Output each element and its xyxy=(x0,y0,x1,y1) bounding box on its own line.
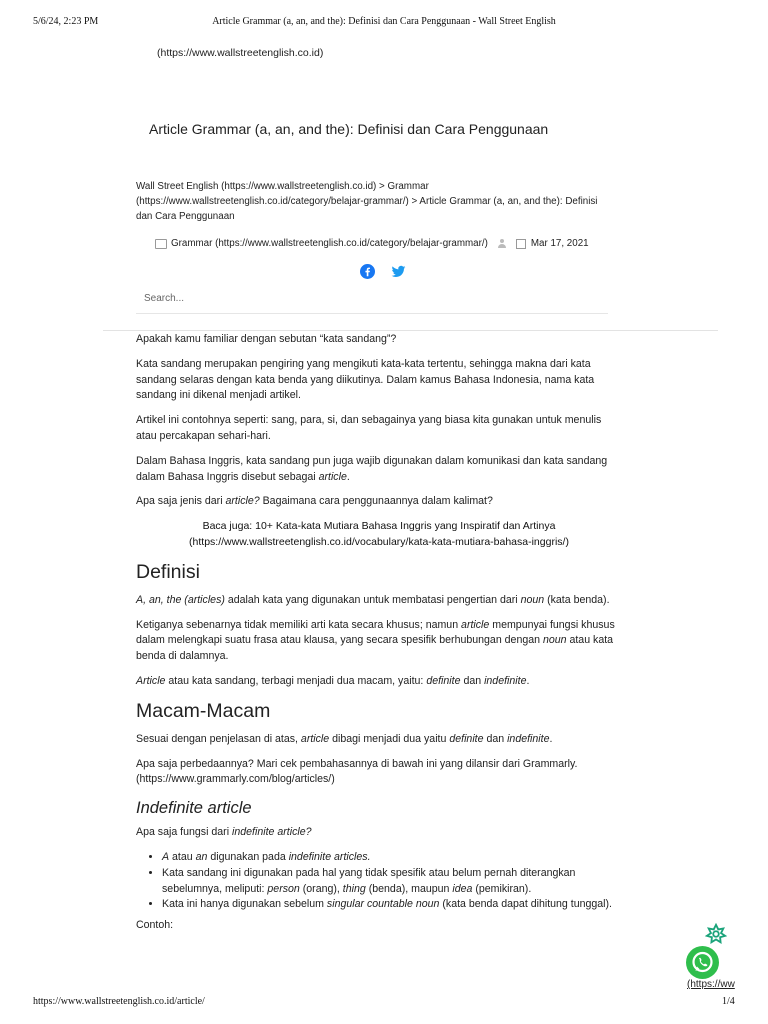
print-header xyxy=(0,16,768,30)
page-title: Article Grammar (a, an, and the): Definisi dan Cara Penggunaan xyxy=(149,121,549,137)
social-share xyxy=(360,264,406,279)
paragraph: Apakah kamu familiar dengan sebutan “kata sandang”? xyxy=(136,333,397,345)
chat-widget-icon[interactable] xyxy=(705,923,727,945)
site-logo-link[interactable]: (https://www.wallstreetenglish.co.id) xyxy=(157,47,324,59)
paragraph: Dalam Bahasa Inggris, kata sandang pun juga wajib digunakan dalam komunikasi dan kata sandang dalam Bahasa Inggris disebut sebagai article. xyxy=(136,454,608,483)
search-input[interactable]: Search... xyxy=(144,293,185,304)
print-footer-url: https://www.wallstreetenglish.co.id/article/ xyxy=(33,996,205,1007)
article-body xyxy=(136,332,622,943)
paragraph: Artikel ini contohnya seperti: sang, para, si, dan sebagainya yang biasa kita gunakan untuk menulis atau percakapan sehari-hari. xyxy=(136,414,602,442)
paragraph: Contoh: xyxy=(136,919,174,932)
paragraph: Apa saja fungsi dari indefinite article? xyxy=(136,826,312,839)
paragraph: Apa saja jenis dari article? Bagaimana cara penggunaannya dalam kalimat? xyxy=(136,495,493,508)
heading-indefinite: Indefinite article xyxy=(136,799,252,818)
whatsapp-link[interactable]: (https://ww xyxy=(687,979,735,990)
print-doc-title: Article Grammar (a, an, and the): Definisi dan Cara Penggunaan - Wall Street English xyxy=(212,16,556,27)
list-item: • Kata sandang ini digunakan pada hal yang tidak spesifik atau belum pernah diterangkan sebelumnya, meliputi: person (orang), thing (benda), maupun idea (pemikiran). xyxy=(162,866,622,898)
paragraph: Ketiganya sebenarnya tidak memiliki arti kata secara khusus; namun article mempunyai fungsi khusus dalam melengkapi suatu frasa atau klausa, yang secara spesifik berhubungan dengan noun atau kata benda di dalamnya. xyxy=(136,618,615,663)
list-item: • Kata ini hanya digunakan sebelum singular countable noun (kata benda dapat dihitung tunggal). xyxy=(162,897,622,913)
list-item: • A atau an digunakan pada indefinite articles. xyxy=(162,850,622,866)
paragraph: Article atau kata sandang, terbagi menjadi dua macam, yaitu: definite dan indefinite. xyxy=(136,674,530,687)
post-date: Mar 17, 2021 xyxy=(530,238,589,249)
grammarly-link[interactable]: Apa saja perbedaannya? Mari cek pembahasannya di bawah ini yang dilansir dari Grammarly. (https://www.grammarly.com/blog/articles/) xyxy=(136,757,578,786)
whatsapp-button[interactable] xyxy=(686,946,719,979)
divider xyxy=(103,330,718,331)
folder-icon xyxy=(155,239,167,249)
search-underline xyxy=(136,313,608,314)
bullet-list xyxy=(136,850,622,913)
breadcrumb[interactable]: Wall Street English (https://www.wallstreetenglish.co.id) > Grammar (https://www.wallstreetenglish.co.id/category/belajar-grammar/) > Article Grammar (a, an, and the): Definisi dan Cara Penggunaan xyxy=(136,181,598,222)
facebook-icon[interactable] xyxy=(360,264,375,279)
paragraph: A, an, the (articles) adalah kata yang digunakan untuk membatasi pengertian dari noun (kata benda). xyxy=(136,593,610,606)
calendar-icon xyxy=(516,239,526,249)
paragraph: Kata sandang merupakan pengiring yang mengikuti kata-kata tertentu, sehingga makna dari kata sandang selaras dengan kata benda yang diikutinya. Dalam kamus Bahasa Indonesia, nama kata sandang ini dikenal menjadi artikel. xyxy=(136,357,595,402)
print-page-number: 1/4 xyxy=(722,996,735,1007)
user-icon xyxy=(498,239,506,248)
paragraph: Sesuai dengan penjelasan di atas, article dibagi menjadi dua yaitu definite dan indefinite. xyxy=(136,732,553,745)
twitter-icon[interactable] xyxy=(391,264,406,279)
post-meta xyxy=(155,238,589,249)
print-date-time: 5/6/24, 2:23 PM xyxy=(33,16,99,27)
heading-macam: Macam-Macam xyxy=(136,699,271,722)
heading-definisi: Definisi xyxy=(136,560,200,583)
baca-juga-link[interactable]: Baca juga: 10+ Kata-kata Mutiara Bahasa Inggris yang Inspiratif dan Artinya (https://www.wallstreetenglish.co.id/vocabulary/kata-kata-mutiara-bahasa-inggris/) xyxy=(189,520,569,548)
category-link[interactable]: Grammar (https://www.wallstreetenglish.co.id/category/belajar-grammar/) xyxy=(171,238,488,249)
